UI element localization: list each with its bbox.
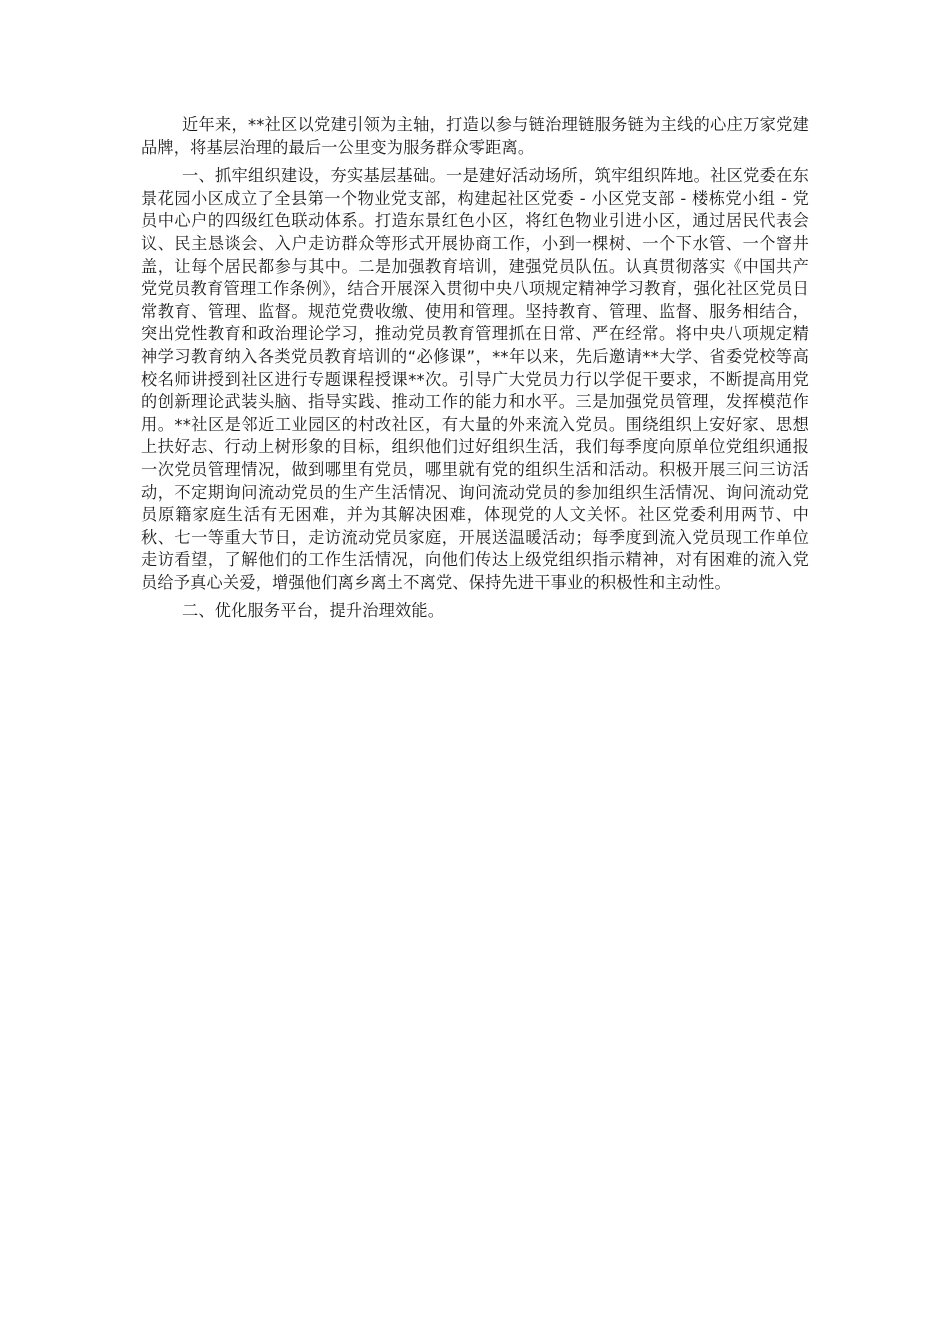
document-body [141,114,809,629]
section-two-heading: 二、优化服务平台，提升治理效能。 [182,601,445,621]
section-one-paragraph: 一、抓牢组织建设，夯实基层基础。一是建好活动场所，筑牢组织阵地。社区党委在东景花园小区成立了全县第一个物业党支部，构建起社区党委 - 小区党支部 - 楼栋党小组 - 党员中心户的四级红色联动体系。打造东景红色小区，将红色物业引进小区，通过居民代表会议、民主恳谈会、入户走访群众等形式开展协商工作，小到一棵树、一个下水管、一个窨井盖，让每个居民都参与其中。二是加强教育培训，建强党员队伍。认真贯彻落实《中国共产党党员教育管理工作条例》，结合开展深入贯彻中央八项规定精神学习教育，强化社区党员日常教育、管理、监督。规范党费收缴、使用和管理。坚持教育、管理、监督、服务相结合，突出党性教育和政治理论学习，推动党员教育管理抓在日常、严在经常。将中央八项规定精神学习教育纳入各类党员教育培训的“必修课”，**年以来，先后邀请**大学、省委党校等高校名师讲授到社区进行专题课程授课**次。引导广大党员力行以学促干要求，不断提高用党的创新理论武装头脑、指导实践、推动工作的能力和水平。三是加强党员管理，发挥模范作用。**社区是邻近工业园区的村改社区，有大量的外来流入党员。围绕组织上安好家、思想上扶好志、行动上树形象的目标，组织他们过好组织生活，我们每季度向原单位党组织通报一次党员管理情况，做到哪里有党员，哪里就有党的组织生活和活动。积极开展三问三访活动，不定期询问流动党员的生产生活情况、询问流动党员的参加组织生活情况、询问流动党员原籍家庭生活有无困难，并为其解决困难，体现党的人文关怀。社区党委利用两节、中秋、七一等重大节日，走访流动党员家庭，开展送温暖活动；每季度到流入党员现工作单位走访看望，了解他们的工作生活情况，向他们传达上级党组织指示精神，对有困难的流入党员给予真心关爱，增强他们离乡离土不离党、保持先进干事业的积极性和主动性。 [141,166,809,592]
intro-paragraph: 近年来，**社区以党建引领为主轴，打造以参与链治理链服务链为主线的心庄万家党建品牌，将基层治理的最后一公里变为服务群众零距离。 [141,115,809,157]
